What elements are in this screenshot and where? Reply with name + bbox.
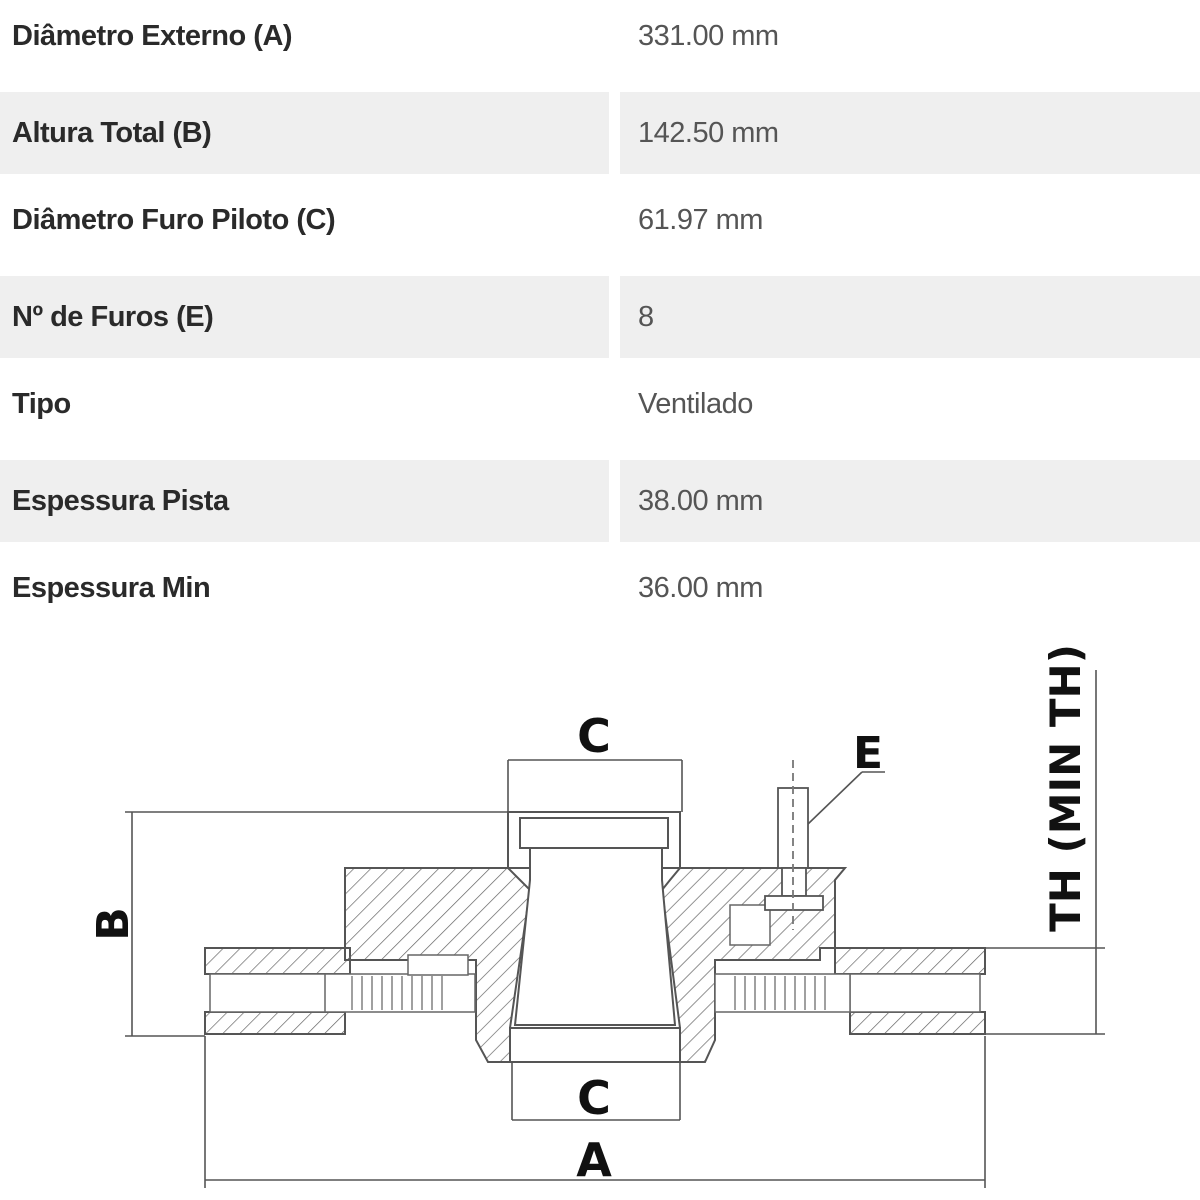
spec-label: Espessura Min bbox=[12, 571, 211, 604]
spec-value: 38.00 mm bbox=[620, 460, 1200, 542]
spec-value: 331.00 mm bbox=[638, 19, 779, 52]
hub-bore bbox=[510, 818, 680, 1062]
spec-row-diametro-externo bbox=[0, 0, 1200, 92]
top-friction-face-right bbox=[835, 948, 985, 974]
spec-value: 142.50 mm bbox=[620, 92, 1200, 174]
bottom-friction-face-left bbox=[205, 1012, 345, 1034]
spec-label: Nº de Furos (E) bbox=[0, 276, 609, 358]
dimension-label-b: B bbox=[88, 907, 139, 941]
spec-row-altura-total bbox=[0, 92, 1200, 184]
spec-label: Espessura Pista bbox=[0, 460, 609, 542]
spec-row-tipo bbox=[0, 368, 1200, 460]
dimension-label-th: TH (MIN TH) bbox=[1041, 644, 1090, 932]
spec-value: Ventilado bbox=[638, 387, 753, 420]
dimension-label-c-top: C bbox=[577, 709, 611, 763]
spec-row-numero-furos bbox=[0, 276, 1200, 368]
spec-label: Tipo bbox=[12, 387, 71, 420]
dimension-label-c-bottom: C bbox=[577, 1071, 611, 1125]
spec-row-espessura-pista bbox=[0, 460, 1200, 552]
spec-value: 61.97 mm bbox=[638, 203, 763, 236]
wheel-stud bbox=[765, 760, 823, 930]
dimension-label-a: A bbox=[576, 1133, 612, 1187]
spec-row-diametro-furo-piloto bbox=[0, 184, 1200, 276]
top-friction-face-left bbox=[205, 948, 350, 974]
spec-label: Altura Total (B) bbox=[0, 92, 609, 174]
bottom-friction-face-right bbox=[850, 1012, 985, 1034]
dimension-label-e: E bbox=[852, 728, 884, 779]
spec-label: Diâmetro Externo (A) bbox=[12, 19, 293, 52]
spec-value: 8 bbox=[620, 276, 1200, 358]
spec-value: 36.00 mm bbox=[638, 571, 763, 604]
spec-label: Diâmetro Furo Piloto (C) bbox=[12, 203, 336, 236]
brake-disc-diagram bbox=[0, 620, 1200, 1200]
